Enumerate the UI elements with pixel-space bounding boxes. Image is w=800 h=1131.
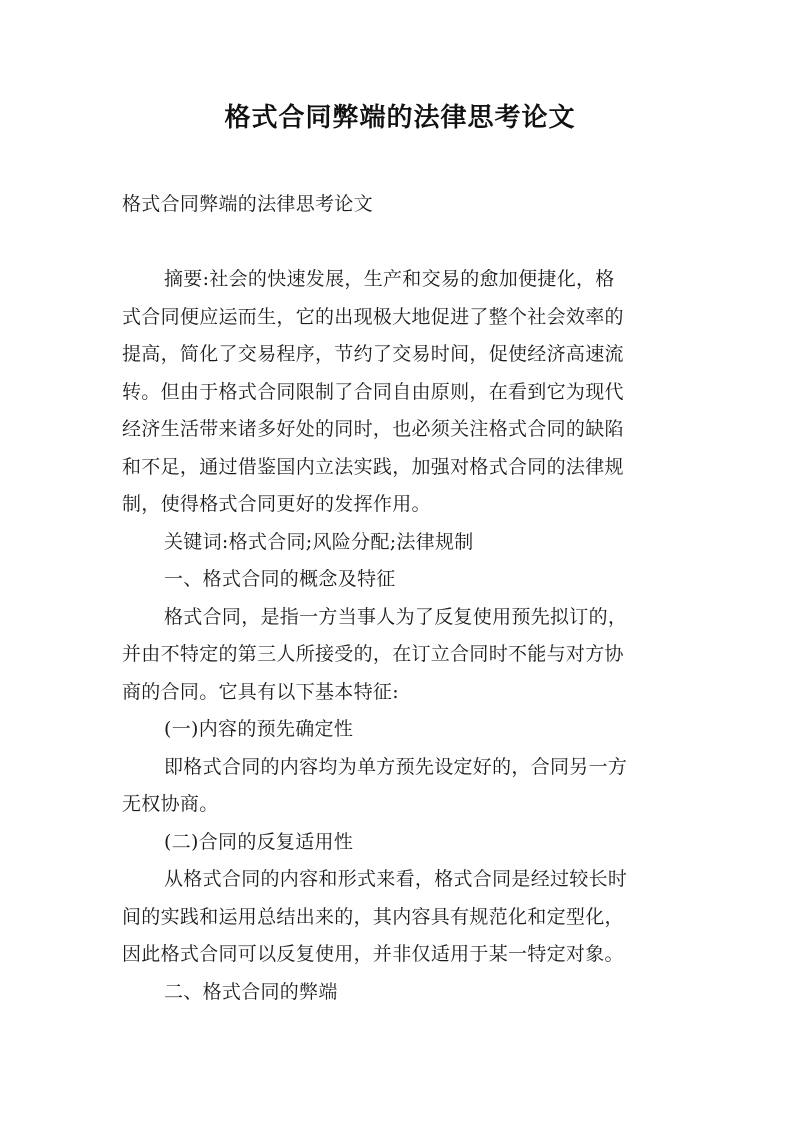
abstract-line: 式合同便应运而生，它的出现极大地促进了整个社会效率的: [122, 305, 624, 328]
paragraph-line: 并由不特定的第三人所接受的，在订立合同时不能与对方协: [122, 643, 624, 665]
document-title: 格式合同弊端的法律思考论文: [224, 103, 576, 133]
blank-line: [122, 224, 688, 262]
sub1-paragraph: [122, 749, 688, 824]
paragraph-line: 即格式合同的内容均为单方预先设定好的，合同另一方: [164, 755, 628, 778]
paragraph-line: 因此格式合同可以反复使用，并非仅适用于某一特定对象。: [122, 943, 624, 965]
abstract-line: 制，使得格式合同更好的发挥作用。: [122, 493, 431, 515]
abstract-paragraph: [122, 261, 688, 524]
paragraph-line: 商的合同。它具有以下基本特征:: [122, 680, 399, 703]
abstract-line: 转。但由于格式合同限制了合同自由原则，在看到它为现代: [122, 380, 624, 403]
abstract-line: 提高，简化了交易程序，节约了交易时间，促使经济高速流: [122, 343, 624, 365]
abstract-line: 经济生活带来诸多好处的同时，也必须关注格式合同的缺陷: [122, 418, 624, 440]
sub2-paragraph: [122, 861, 688, 974]
section-heading: 二、格式合同的弊端: [164, 980, 338, 1003]
section1-paragraph: [122, 599, 688, 712]
subsection-heading: (二)合同的反复适用性: [164, 830, 354, 853]
paragraph-line: 格式合同，是指一方当事人为了反复使用预先拟订的，: [164, 605, 628, 628]
paragraph-line: 无权协商。: [122, 793, 219, 815]
paragraph-line: 从格式合同的内容和形式来看，格式合同是经过较长时: [164, 868, 628, 890]
paragraph-line: 间的实践和运用总结出来的，其内容具有规范化和定型化，: [122, 905, 624, 928]
document-body: [122, 186, 688, 1011]
subsection-heading: (一)内容的预先确定性: [164, 718, 354, 740]
document-subtitle: 格式合同弊端的法律思考论文: [122, 193, 373, 215]
section-heading: 一、格式合同的概念及特征: [164, 568, 396, 590]
abstract-line: 和不足，通过借鉴国内立法实践，加强对格式合同的法律规: [122, 455, 624, 478]
keywords-line: 关键词:格式合同;风险分配;法律规制: [164, 530, 474, 553]
abstract-line: 摘要:社会的快速发展，生产和交易的愈加便捷化，格: [164, 268, 615, 290]
